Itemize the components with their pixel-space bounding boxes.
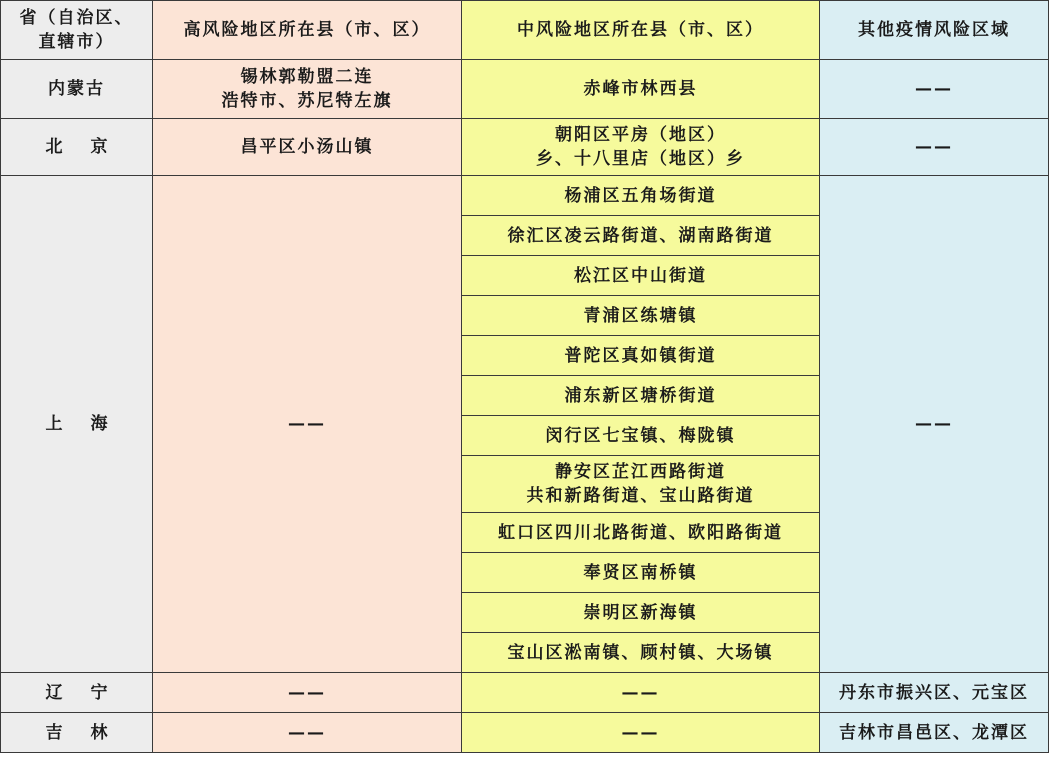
row-beijing [1, 119, 1049, 176]
mid-risk-cell: 普陀区真如镇街道 [462, 336, 820, 376]
mid-risk-cell: 虹口区四川北路街道、欧阳路街道 [462, 513, 820, 553]
mid-risk-cell [462, 119, 820, 176]
high-risk-cell: —— [153, 176, 462, 673]
mid-risk-cell: 赤峰市林西县 [462, 60, 820, 119]
mid-risk-cell: 闵行区七宝镇、梅陇镇 [462, 416, 820, 456]
row-jilin [1, 713, 1049, 753]
mid-risk-cell: 杨浦区五角场街道 [462, 176, 820, 216]
high-risk-cell: —— [153, 673, 462, 713]
province-label: 北京 [45, 137, 136, 157]
header-other-risk: 其他疫情风险区域 [820, 1, 1049, 60]
header-province-line2: 直辖市） [38, 32, 115, 52]
high-risk-cell [153, 60, 462, 119]
other-risk-cell: 丹东市振兴区、元宝区 [820, 673, 1049, 713]
other-risk-cell: 吉林市昌邑区、龙潭区 [820, 713, 1049, 753]
header-row [1, 1, 1049, 60]
header-province [1, 1, 153, 60]
mid-risk-cell: 松江区中山街道 [462, 256, 820, 296]
header-mid-risk: 中风险地区所在县（市、区） [462, 1, 820, 60]
high-risk-line1: 锡林郭勒盟二连 [240, 67, 374, 87]
other-risk-cell: —— [820, 119, 1049, 176]
header-high-risk: 高风险地区所在县（市、区） [153, 1, 462, 60]
mid-risk-cell: 浦东新区塘桥街道 [462, 376, 820, 416]
mid-risk-cell: 青浦区练塘镇 [462, 296, 820, 336]
row-liaoning [1, 673, 1049, 713]
province-cell [1, 119, 153, 176]
row-neimenggu [1, 60, 1049, 119]
province-cell [1, 673, 153, 713]
province-cell [1, 176, 153, 673]
mid-risk-cell: 徐汇区凌云路街道、湖南路街道 [462, 216, 820, 256]
province-label: 辽宁 [45, 682, 136, 703]
province-label: 吉林 [45, 722, 136, 743]
province-cell [1, 713, 153, 753]
province-cell: 内蒙古 [1, 60, 153, 119]
mid-risk-cell: 奉贤区南桥镇 [462, 553, 820, 593]
mid-risk-line2: 乡、十八里店（地区）乡 [536, 149, 745, 169]
high-risk-cell: 昌平区小汤山镇 [153, 119, 462, 176]
row-shanghai [1, 176, 1049, 216]
mid-risk-cell: 宝山区淞南镇、顾村镇、大场镇 [462, 633, 820, 673]
other-risk-cell: —— [820, 176, 1049, 673]
mid-risk-cell: 崇明区新海镇 [462, 593, 820, 633]
header-province-line1: 省（自治区、 [19, 8, 134, 28]
high-risk-line2: 浩特市、苏尼特左旗 [221, 91, 393, 111]
high-risk-cell: —— [153, 713, 462, 753]
mid-risk-line1: 静安区芷江西路街道 [555, 462, 726, 482]
mid-risk-cell: —— [462, 673, 820, 713]
mid-risk-cell: —— [462, 713, 820, 753]
province-label: 上海 [45, 414, 136, 434]
other-risk-cell: —— [820, 60, 1049, 119]
mid-risk-cell [462, 456, 820, 513]
mid-risk-line2: 共和新路街道、宝山路街道 [526, 486, 755, 506]
mid-risk-line1: 朝阳区平房（地区） [555, 125, 726, 145]
